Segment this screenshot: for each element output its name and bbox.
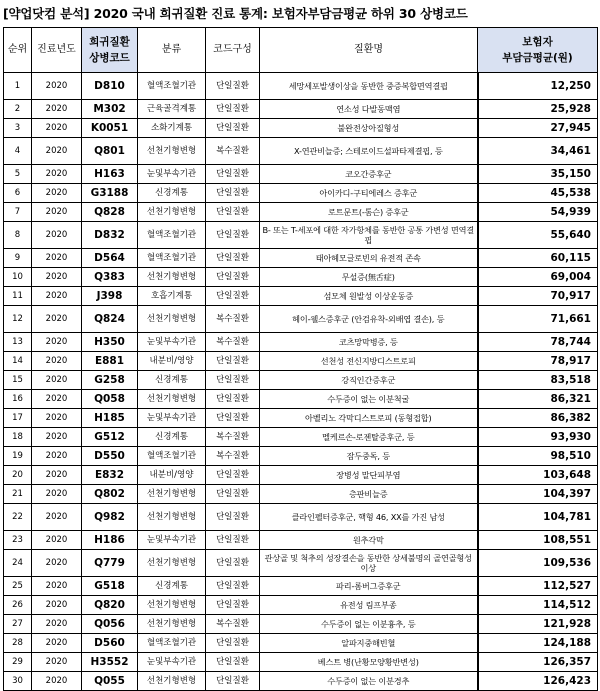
row-code: Q056: [82, 615, 138, 634]
row-year: 2020: [32, 184, 82, 203]
row-year: 2020: [32, 119, 82, 138]
row-disease: 층판비늘증: [260, 485, 478, 504]
row-composition: 단일질환: [206, 672, 260, 691]
row-amount: 34,461: [478, 138, 598, 165]
row-year: 2020: [32, 485, 82, 504]
row-year: 2020: [32, 165, 82, 184]
row-code: Q802: [82, 485, 138, 504]
row-rank: 26: [4, 596, 32, 615]
header-code-line2: 상병코드: [89, 52, 130, 64]
row-code: H163: [82, 165, 138, 184]
row-amount: 112,527: [478, 577, 598, 596]
row-category: 내분비/영양: [138, 466, 206, 485]
row-category: 선천기형변형: [138, 203, 206, 222]
row-amount: 70,917: [478, 287, 598, 306]
table-row: [4, 222, 598, 249]
row-composition: 단일질환: [206, 268, 260, 287]
row-amount: 83,518: [478, 371, 598, 390]
row-amount: 78,744: [478, 333, 598, 352]
row-year: 2020: [32, 577, 82, 596]
row-amount: 93,930: [478, 428, 598, 447]
row-rank: 28: [4, 634, 32, 653]
table-row: [4, 100, 598, 119]
row-year: 2020: [32, 672, 82, 691]
row-amount: 71,661: [478, 306, 598, 333]
row-code: E832: [82, 466, 138, 485]
row-disease: 원추각막: [260, 531, 478, 550]
row-rank: 9: [4, 249, 32, 268]
row-disease: 베스트 병(난황모양황반변성): [260, 653, 478, 672]
row-amount: 104,781: [478, 504, 598, 531]
row-composition: 단일질환: [206, 634, 260, 653]
row-rank: 20: [4, 466, 32, 485]
table-row: [4, 550, 598, 577]
row-category: 신경계통: [138, 184, 206, 203]
row-category: 선천기형변형: [138, 390, 206, 409]
row-disease: 파리-롬버그증후군: [260, 577, 478, 596]
row-rank: 14: [4, 352, 32, 371]
row-year: 2020: [32, 138, 82, 165]
row-composition: 단일질환: [206, 119, 260, 138]
row-amount: 12,250: [478, 73, 598, 100]
row-code: D550: [82, 447, 138, 466]
row-code: Q383: [82, 268, 138, 287]
row-code: G258: [82, 371, 138, 390]
row-composition: 단일질환: [206, 577, 260, 596]
row-category: 신경계통: [138, 577, 206, 596]
row-disease: 잠두중독, 등: [260, 447, 478, 466]
row-category: 내분비/영양: [138, 352, 206, 371]
row-year: 2020: [32, 100, 82, 119]
row-composition: 단일질환: [206, 390, 260, 409]
header-rank: 순위: [4, 28, 32, 73]
row-disease: 강직인간증후군: [260, 371, 478, 390]
row-disease: 클라인펠터증후군, 핵형 46, XX를 가진 남성: [260, 504, 478, 531]
row-disease: 연소성 다발동맥염: [260, 100, 478, 119]
row-code: Q982: [82, 504, 138, 531]
row-code: Q779: [82, 550, 138, 577]
row-rank: 25: [4, 577, 32, 596]
row-disease: 태아헤모글로빈의 유전적 존속: [260, 249, 478, 268]
row-code: M302: [82, 100, 138, 119]
row-rank: 12: [4, 306, 32, 333]
row-rank: 29: [4, 653, 32, 672]
table-row: [4, 184, 598, 203]
row-rank: 23: [4, 531, 32, 550]
row-code: H185: [82, 409, 138, 428]
row-category: 근육골격계통: [138, 100, 206, 119]
row-rank: 27: [4, 615, 32, 634]
row-disease: 세망세포발생이상을 동반한 중증복합면역결핍: [260, 73, 478, 100]
row-amount: 86,382: [478, 409, 598, 428]
row-code: G518: [82, 577, 138, 596]
row-code: H350: [82, 333, 138, 352]
header-amount-line2: 부담금평균(원): [502, 52, 573, 64]
row-category: 눈및부속기관: [138, 165, 206, 184]
row-composition: 복수질환: [206, 138, 260, 165]
table-row: [4, 73, 598, 100]
table-row: [4, 577, 598, 596]
row-composition: 단일질환: [206, 653, 260, 672]
row-composition: 단일질환: [206, 531, 260, 550]
row-disease: 무설증(無舌症): [260, 268, 478, 287]
row-disease: 수두증이 없는 이분척굴: [260, 390, 478, 409]
row-disease: 수두증이 없는 이분경추: [260, 672, 478, 691]
row-disease: 아벨리노 각막디스트로피 (동형접합): [260, 409, 478, 428]
table-row: [4, 371, 598, 390]
row-disease: 유전성 림프부종: [260, 596, 478, 615]
table-row: [4, 428, 598, 447]
row-year: 2020: [32, 333, 82, 352]
row-category: 눈및부속기관: [138, 409, 206, 428]
row-disease: 로트문트(-톰슨) 증후군: [260, 203, 478, 222]
row-disease: 알파지중해빈혈: [260, 634, 478, 653]
row-composition: 복수질환: [206, 615, 260, 634]
row-year: 2020: [32, 615, 82, 634]
row-composition: 단일질환: [206, 371, 260, 390]
row-code: Q828: [82, 203, 138, 222]
row-code: D832: [82, 222, 138, 249]
table-row: [4, 466, 598, 485]
row-year: 2020: [32, 466, 82, 485]
row-year: 2020: [32, 550, 82, 577]
row-rank: 13: [4, 333, 32, 352]
row-composition: 단일질환: [206, 203, 260, 222]
row-code: E881: [82, 352, 138, 371]
row-year: 2020: [32, 596, 82, 615]
table-row: [4, 390, 598, 409]
row-year: 2020: [32, 203, 82, 222]
row-code: D564: [82, 249, 138, 268]
row-composition: 복수질환: [206, 428, 260, 447]
row-amount: 108,551: [478, 531, 598, 550]
table-row: [4, 119, 598, 138]
stats-table-container: [3, 27, 597, 691]
row-category: 혈액조혈기관: [138, 222, 206, 249]
row-rank: 6: [4, 184, 32, 203]
table-row: [4, 165, 598, 184]
row-category: 혈액조혈기관: [138, 249, 206, 268]
row-amount: 121,928: [478, 615, 598, 634]
table-row: [4, 485, 598, 504]
row-code: H186: [82, 531, 138, 550]
row-code: G3188: [82, 184, 138, 203]
row-rank: 22: [4, 504, 32, 531]
header-category: 분류: [138, 28, 206, 73]
row-category: 혈액조혈기관: [138, 73, 206, 100]
row-rank: 10: [4, 268, 32, 287]
row-category: 선천기형변형: [138, 504, 206, 531]
row-composition: 단일질환: [206, 100, 260, 119]
row-rank: 11: [4, 287, 32, 306]
row-category: 눈및부속기관: [138, 333, 206, 352]
row-rank: 24: [4, 550, 32, 577]
header-amount: [478, 28, 598, 73]
row-composition: 단일질환: [206, 184, 260, 203]
row-amount: 25,928: [478, 100, 598, 119]
row-composition: 단일질환: [206, 222, 260, 249]
row-rank: 15: [4, 371, 32, 390]
row-amount: 78,917: [478, 352, 598, 371]
row-composition: 단일질환: [206, 73, 260, 100]
row-disease: 헤이-웰스증후군 (안검유착-외배엽 결손), 등: [260, 306, 478, 333]
row-rank: 30: [4, 672, 32, 691]
row-disease: 장병성 말단피부염: [260, 466, 478, 485]
row-amount: 27,945: [478, 119, 598, 138]
row-year: 2020: [32, 504, 82, 531]
row-code: K0051: [82, 119, 138, 138]
table-row: [4, 504, 598, 531]
row-year: 2020: [32, 306, 82, 333]
header-code: [82, 28, 138, 73]
row-amount: 114,512: [478, 596, 598, 615]
row-composition: 복수질환: [206, 447, 260, 466]
table-row: [4, 615, 598, 634]
table-row: [4, 653, 598, 672]
row-disease: 코츠망막병증, 등: [260, 333, 478, 352]
row-year: 2020: [32, 390, 82, 409]
row-disease: X-연관비늘증; 스테로이드설파타제결핍, 등: [260, 138, 478, 165]
row-year: 2020: [32, 73, 82, 100]
row-code: Q820: [82, 596, 138, 615]
row-year: 2020: [32, 352, 82, 371]
row-amount: 60,115: [478, 249, 598, 268]
row-composition: 단일질환: [206, 504, 260, 531]
table-row: [4, 306, 598, 333]
row-amount: 126,423: [478, 672, 598, 691]
row-category: 선천기형변형: [138, 615, 206, 634]
row-year: 2020: [32, 653, 82, 672]
row-year: 2020: [32, 409, 82, 428]
row-disease: B- 또는 T-세포에 대한 자가항체를 동반한 공통 가변성 면역결핍: [260, 222, 478, 249]
row-year: 2020: [32, 531, 82, 550]
row-code: Q058: [82, 390, 138, 409]
row-amount: 109,536: [478, 550, 598, 577]
row-amount: 55,640: [478, 222, 598, 249]
row-category: 선천기형변형: [138, 138, 206, 165]
row-amount: 126,357: [478, 653, 598, 672]
table-row: [4, 203, 598, 222]
row-category: 선천기형변형: [138, 550, 206, 577]
row-disease: 섬모체 원발성 이상운동증: [260, 287, 478, 306]
row-disease: 수두증이 없는 이분흉추, 등: [260, 615, 478, 634]
table-row: [4, 634, 598, 653]
header-row: [4, 28, 598, 73]
row-code: G512: [82, 428, 138, 447]
row-composition: 단일질환: [206, 165, 260, 184]
row-disease: 불완전상아질형성: [260, 119, 478, 138]
row-year: 2020: [32, 268, 82, 287]
row-rank: 21: [4, 485, 32, 504]
row-rank: 2: [4, 100, 32, 119]
table-body: [4, 73, 598, 691]
header-code-line1: 희귀질환: [89, 36, 130, 48]
row-code: Q055: [82, 672, 138, 691]
row-category: 혈액조혈기관: [138, 634, 206, 653]
row-year: 2020: [32, 371, 82, 390]
row-composition: 단일질환: [206, 409, 260, 428]
table-row: [4, 333, 598, 352]
row-category: 선천기형변형: [138, 672, 206, 691]
row-amount: 35,150: [478, 165, 598, 184]
row-category: 눈및부속기관: [138, 653, 206, 672]
row-composition: 단일질환: [206, 485, 260, 504]
row-year: 2020: [32, 634, 82, 653]
row-year: 2020: [32, 249, 82, 268]
table-row: [4, 249, 598, 268]
row-rank: 19: [4, 447, 32, 466]
row-amount: 86,321: [478, 390, 598, 409]
row-disease: 선천성 전신지방디스트로피: [260, 352, 478, 371]
row-rank: 17: [4, 409, 32, 428]
stats-table: [3, 27, 598, 691]
table-row: [4, 672, 598, 691]
row-rank: 18: [4, 428, 32, 447]
row-rank: 4: [4, 138, 32, 165]
row-rank: 16: [4, 390, 32, 409]
row-rank: 5: [4, 165, 32, 184]
row-disease: 관상골 및 척추의 성장결손을 동반한 상세불명의 골연골형성이상: [260, 550, 478, 577]
row-amount: 45,538: [478, 184, 598, 203]
table-row: [4, 138, 598, 165]
table-title: [약업닷컴 분석] 2020 국내 희귀질환 진료 통계: 보험자부담금평균 하위 30 상병코드: [3, 6, 468, 21]
row-rank: 8: [4, 222, 32, 249]
row-category: 선천기형변형: [138, 485, 206, 504]
table-row: [4, 352, 598, 371]
row-disease: 멜케르손-로젠탈증후군, 등: [260, 428, 478, 447]
row-amount: 54,939: [478, 203, 598, 222]
row-composition: 단일질환: [206, 596, 260, 615]
row-rank: 3: [4, 119, 32, 138]
row-category: 호흡기계통: [138, 287, 206, 306]
row-category: 눈및부속기관: [138, 531, 206, 550]
row-year: 2020: [32, 287, 82, 306]
table-row: [4, 287, 598, 306]
header-year: 진료년도: [32, 28, 82, 73]
row-rank: 7: [4, 203, 32, 222]
row-code: Q801: [82, 138, 138, 165]
header-disease: 질환명: [260, 28, 478, 73]
row-composition: 단일질환: [206, 550, 260, 577]
header-amount-line1: 보험자: [522, 36, 553, 48]
row-code: Q824: [82, 306, 138, 333]
row-composition: 단일질환: [206, 466, 260, 485]
row-category: 신경계통: [138, 371, 206, 390]
table-row: [4, 268, 598, 287]
row-code: D810: [82, 73, 138, 100]
row-category: 선천기형변형: [138, 306, 206, 333]
row-code: D560: [82, 634, 138, 653]
header-composition: 코드구성: [206, 28, 260, 73]
table-row: [4, 596, 598, 615]
row-disease: 아이카디-구티에레스 증후군: [260, 184, 478, 203]
row-year: 2020: [32, 222, 82, 249]
row-composition: 단일질환: [206, 287, 260, 306]
row-composition: 단일질환: [206, 352, 260, 371]
row-code: H3552: [82, 653, 138, 672]
row-amount: 98,510: [478, 447, 598, 466]
row-category: 혈액조혈기관: [138, 447, 206, 466]
row-year: 2020: [32, 428, 82, 447]
row-year: 2020: [32, 447, 82, 466]
table-row: [4, 447, 598, 466]
row-category: 선천기형변형: [138, 596, 206, 615]
row-amount: 69,004: [478, 268, 598, 287]
table-row: [4, 409, 598, 428]
row-disease: 코오간증후군: [260, 165, 478, 184]
row-rank: 1: [4, 73, 32, 100]
row-composition: 복수질환: [206, 333, 260, 352]
row-amount: 124,188: [478, 634, 598, 653]
row-composition: 단일질환: [206, 249, 260, 268]
row-category: 선천기형변형: [138, 268, 206, 287]
row-amount: 104,397: [478, 485, 598, 504]
row-code: J398: [82, 287, 138, 306]
row-category: 소화기계통: [138, 119, 206, 138]
row-amount: 103,648: [478, 466, 598, 485]
row-composition: 복수질환: [206, 306, 260, 333]
table-row: [4, 531, 598, 550]
row-category: 신경계통: [138, 428, 206, 447]
